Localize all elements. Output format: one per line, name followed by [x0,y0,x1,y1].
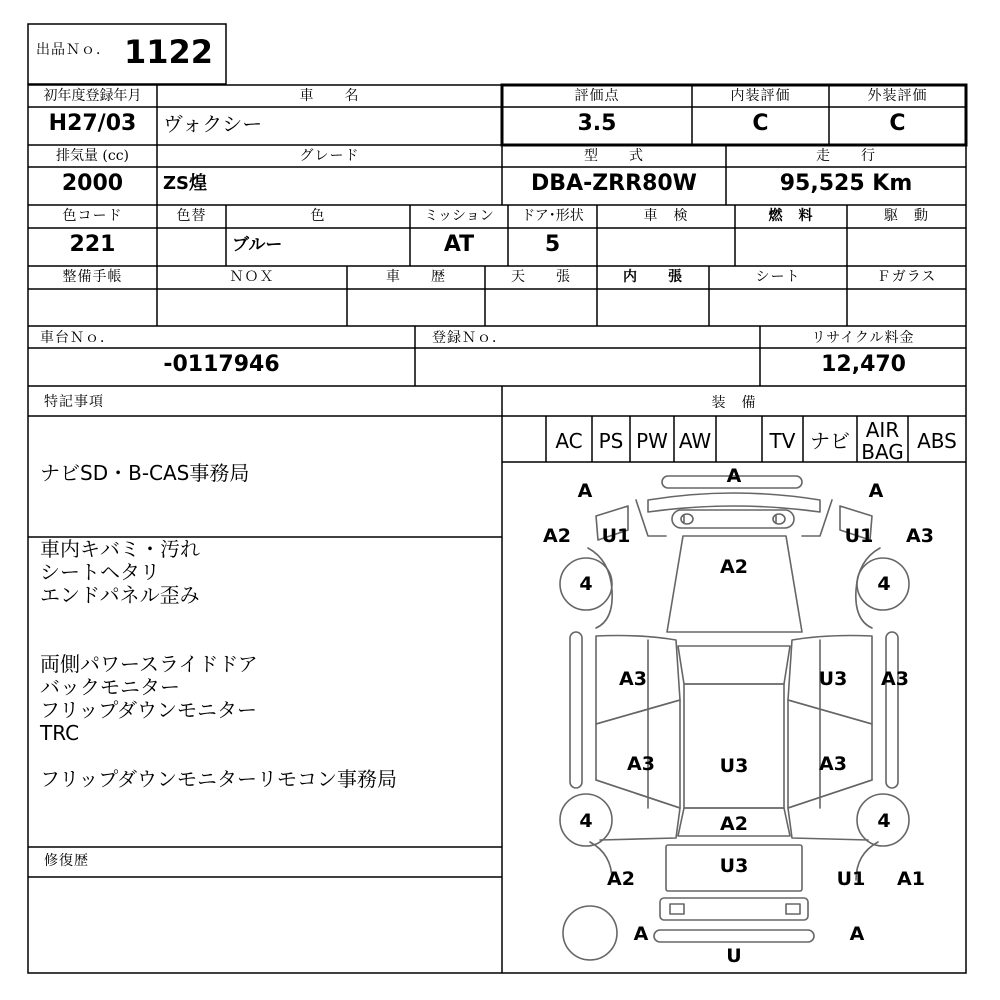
displacement-label: 排気量 (cc) [55,148,130,164]
remarks-note-1: ナビSD・B-CAS事務局 [40,461,250,485]
color-code-value: 221 [69,232,116,257]
equip-aw: AW [678,429,712,453]
transmission-value: AT [443,232,475,257]
interior-trim-label: 内 張 [623,269,683,285]
chassis-value: -0117946 [163,352,280,377]
damage-mark: A [726,465,742,487]
fuel-label: 燃 料 [768,208,814,224]
mileage-label: 走 行 [816,148,876,164]
grade-value: ZS煌 [163,173,208,194]
damage-mark: A3 [819,753,847,775]
damage-mark: A [633,923,649,945]
damage-mark: A [868,480,884,502]
color-label: 色 [310,208,326,224]
equip-pw: PW [636,429,668,453]
first-reg-value: H27/03 [48,111,137,136]
nox-label: ＮＯＸ [229,269,275,285]
recycle-value: 12,470 [821,352,906,377]
drive-label: 駆 動 [884,208,929,224]
transmission-label: ミッション [424,208,494,224]
grade-label: グレード [299,148,360,164]
history-label: 車 歴 [386,269,446,285]
damage-mark: A3 [619,668,647,690]
damage-mark: U3 [719,855,749,877]
damage-mark: A3 [881,668,909,690]
damage-mark: A [577,480,593,502]
displacement-value: 2000 [61,171,124,196]
damage-mark: A2 [720,556,748,578]
first-reg-label: 初年度登録年月 [43,88,142,104]
damage-mark: A2 [543,525,571,547]
chassis-label: 車台Ｎｏ． [40,330,115,346]
equip-blank [716,420,762,462]
damage-mark: 4 [877,573,891,595]
damage-mark: U1 [844,525,874,547]
equip-ps: PS [598,429,624,453]
equip-abs: ABS [917,429,957,453]
damage-mark: A3 [627,753,655,775]
damage-mark: U3 [719,755,749,777]
damage-mark: U [726,945,742,967]
equip-navi: ナビ [810,429,850,453]
damage-mark: U1 [601,525,631,547]
inspection-label: 車 検 [643,208,689,224]
damage-mark: A2 [720,813,748,835]
damage-mark: A1 [897,868,925,890]
roof-label: 天 張 [511,269,571,285]
model-value: DBA-ZRR80W [531,171,697,196]
mileage-value: 95,525 Km [779,171,913,196]
damage-mark: 4 [877,810,891,832]
seat-label: シート [755,269,801,285]
exterior-value: C [889,111,906,136]
remarks-label: 特記事項 [44,394,104,410]
doors-label: ドア･形状 [521,208,584,224]
damage-mark: A [849,923,865,945]
lot-label: 出品Ｎｏ． [36,42,111,58]
glass-label: Ｆガラス [876,269,937,285]
color-value: ブルー [232,235,283,255]
damage-mark: A2 [607,868,635,890]
doors-value: 5 [544,232,561,257]
damage-mark: U3 [818,668,848,690]
equip-ac: AC [555,429,583,453]
lot-number: 1122 [124,33,214,71]
equipment-label: 装 備 [711,395,757,411]
interior-value: C [752,111,769,136]
maintenance-label: 整備手帳 [62,269,123,285]
damage-mark: A3 [906,525,934,547]
exterior-label: 外装評価 [867,88,928,104]
car-name-label: 車 名 [299,88,360,104]
color-code-label: 色コード [62,208,123,224]
repair-label: 修復歴 [44,853,89,869]
registration-label: 登録Ｎｏ． [432,330,507,346]
color-change-label: 色替 [176,208,207,224]
model-label: 型 式 [584,148,644,164]
car-name-value: ヴォクシー [163,112,263,136]
recycle-label: リサイクル料金 [811,330,915,346]
equip-airbag: AIR BAG [861,418,904,464]
score-value: 3.5 [577,111,617,136]
interior-label: 内装評価 [730,88,791,104]
remarks-note-2: 車内キバミ・汚れ シートヘタリ エンドパネル歪み 両側パワースライドドア バックモニター フリップダウンモニター TRC フリップダウンモニターリモコン事務局 [40,537,397,791]
score-label: 評価点 [574,88,620,104]
damage-mark: 4 [579,810,593,832]
equip-tv: TV [769,429,796,453]
damage-mark: U1 [836,868,866,890]
damage-mark: 4 [579,573,593,595]
